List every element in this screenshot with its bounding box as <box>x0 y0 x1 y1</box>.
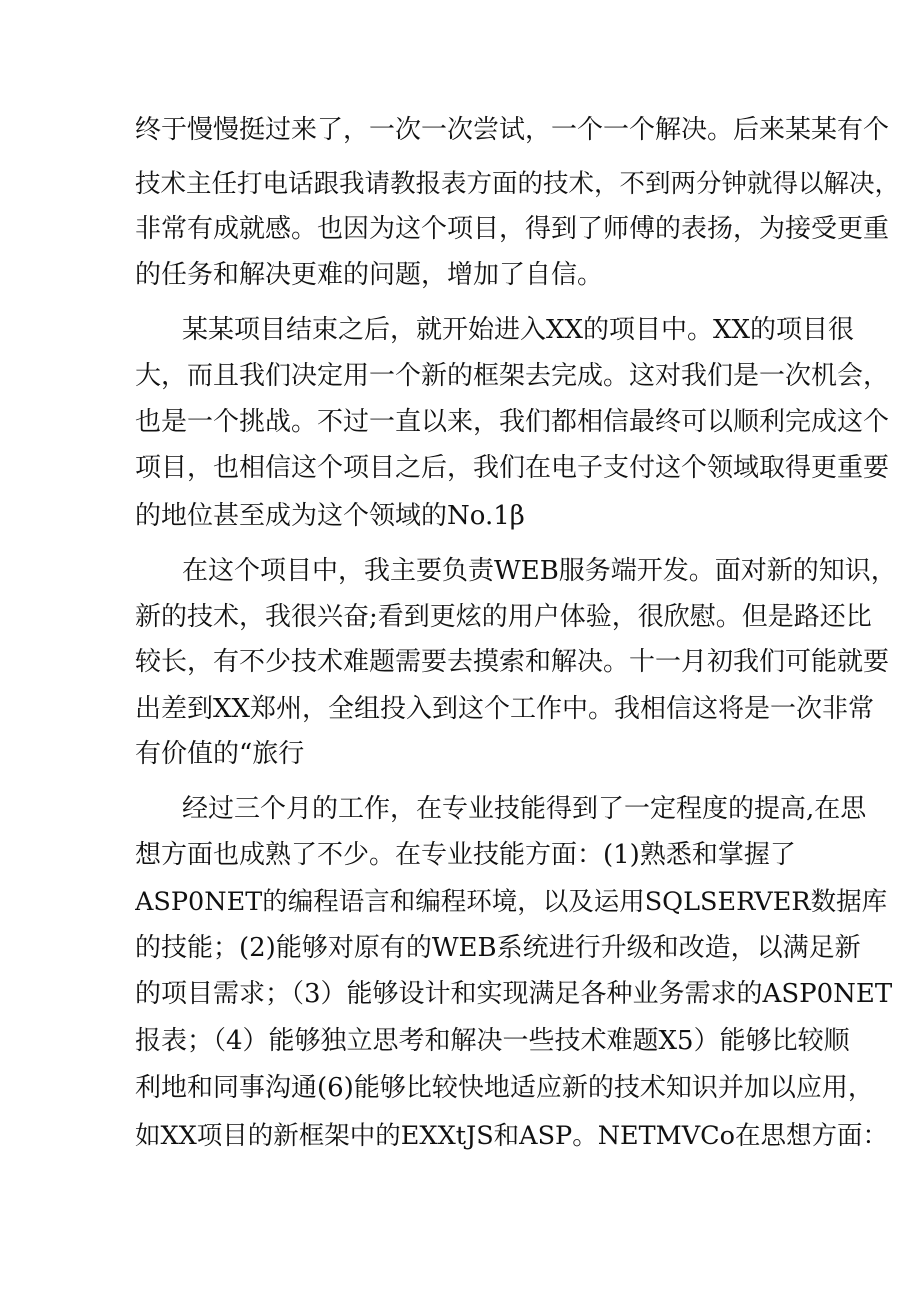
text-line: 想方面也成熟了不少。在专业技能方面：(1)熟悉和掌握了 <box>135 840 796 870</box>
text-line: 的技能；(2)能够对原有的WEB系统进行升级和改造，以满足新 <box>135 933 861 963</box>
text-line: 有价值的“旅行 <box>135 739 305 769</box>
text-line: 利地和同事沟通(6)能够比较快地适应新的技术知识并加以应用， <box>135 1073 874 1103</box>
text-line: 某某项目结束之后，就开始进入XX的项目中。XX的项目很 <box>182 315 855 345</box>
text-line: 非常有成就感。也因为这个项目，得到了师傅的表扬，为接受更重 <box>135 214 890 244</box>
text-line: 报表；（4）能够独立思考和解决一些技术难题X5）能够比较顺 <box>135 1026 850 1056</box>
text-line: 的项目需求；（3）能够设计和实现满足各种业务需求的ASP0NET <box>135 979 893 1009</box>
text-line: 终于慢慢挺过来了，一次一次尝试，一个一个解决。后来某某有个 <box>135 115 890 145</box>
text-line: 经过三个月的工作，在专业技能得到了一定程度的提高,在思 <box>182 794 867 824</box>
text-line: ASP0NET的编程语言和编程环境，以及运用SQLSERVER数据库 <box>135 887 888 917</box>
text-line: 技术主任打电话跟我请教报表方面的技术，不到两分钟就得以解决， <box>135 169 900 199</box>
text-line: 在这个项目中，我主要负责WEB服务端开发。面对新的知识， <box>182 556 897 586</box>
text-line: 如XX项目的新框架中的EXXtJS和ASP。NETMVCo在思想方面： <box>135 1121 889 1151</box>
text-line: 出差到XX郑州，全组投入到这个工作中。我相信这将是一次非常 <box>135 694 875 724</box>
text-line: 的地位甚至成为这个领域的No.1β <box>135 501 525 531</box>
text-line: 的任务和解决更难的问题，增加了自信。 <box>135 260 604 290</box>
text-line: 大，而且我们决定用一个新的框架去完成。这对我们是一次机会， <box>135 361 890 391</box>
text-line: 也是一个挑战。不过一直以来，我们都相信最终可以顺利完成这个 <box>135 407 890 437</box>
text-line: 项目，也相信这个项目之后，我们在电子支付这个领域取得更重要 <box>135 453 890 483</box>
text-line: 较长，有不少技术难题需要去摸索和解决。十一月初我们可能就要 <box>135 647 890 677</box>
text-line: 新的技术，我很兴奋;看到更炫的用户体验，很欣慰。但是路还比 <box>135 602 872 632</box>
